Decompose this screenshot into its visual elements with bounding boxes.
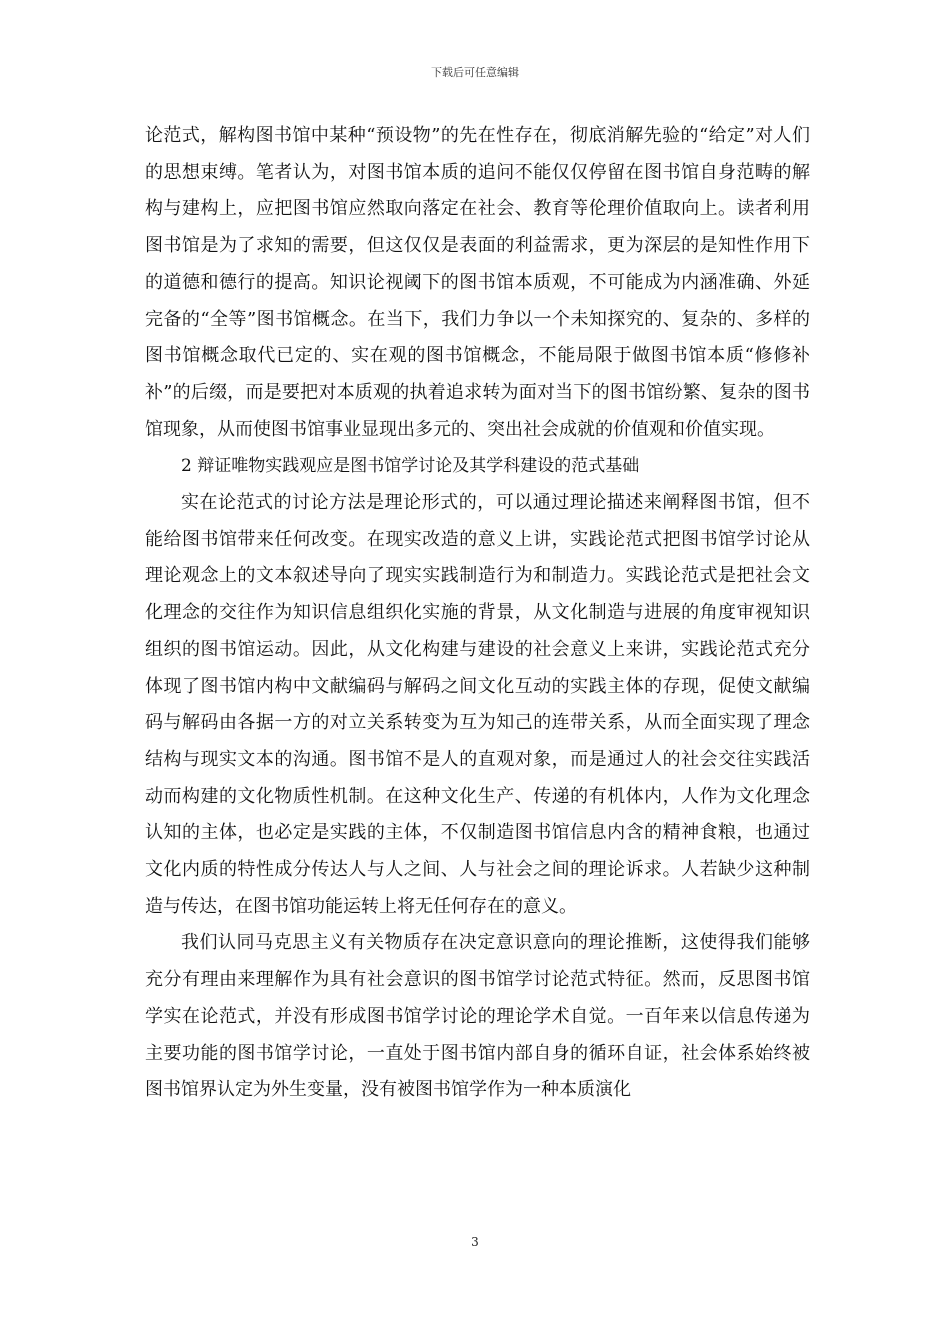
document-body bbox=[145, 118, 810, 1109]
paragraph-marxism: 我们认同马克思主义有关物质存在决定意识意向的理论推断，这使得我们能够充分有理由来理解作为具有社会意识的图书馆学讨论范式特征。然而，反思图书馆学实在论范式，并没有形成图书馆学讨论的理论学术自觉。一百年来以信息传递为主要功能的图书馆学讨论，一直处于图书馆内部自身的循环自证，社会体系始终被图书馆界认定为外生变量，没有被图书馆学作为一种本质演化 bbox=[145, 932, 810, 1101]
page-header: 下载后可任意编辑 bbox=[431, 66, 519, 79]
paragraph-continuation: 论范式，解构图书馆中某种“预设物”的先在性存在，彻底消解先验的“给定”对人们的思想束缚。笔者认为，对图书馆本质的追问不能仅仅停留在图书馆自身范畴的解构与建构上，应把图书馆应然取向落定在社会、教育等伦理价值取向上。读者利用图书馆是为了求知的需要，但这仅仅是表面的利益需求，更为深层的是知性作用下的道德和德行的提高。知识论视阈下的图书馆本质观，不可能成为内涵准确、外延完备的“全等”图书馆概念。在当下，我们力争以一个未知探究的、复杂的、多样的图书馆概念取代已定的、实在观的图书馆概念，不能局限于做图书馆本质“修修补补”的后缀，而是要把对本质观的执着追求转为面对当下的图书馆纷繁、复杂的图书馆现象，从而使图书馆事业显现出多元的、突出社会成就的价值观和价值实现。 bbox=[145, 125, 810, 440]
page-number: 3 bbox=[471, 1235, 479, 1249]
section-heading: 2 辩证唯物实践观应是图书馆学讨论及其学科建设的范式基础 bbox=[181, 456, 640, 477]
paragraph-practice-paradigm: 实在论范式的讨论方法是理论形式的，可以通过理论描述来阐释图书馆，但不能给图书馆带来任何改变。在现实改造的意义上讲，实践论范式把图书馆学讨论从理论观念上的文本叙述导向了现实实践制造行为和制造力。实践论范式是把社会文化理念的交往作为知识信息组织化实施的背景，从文化制造与进展的角度审视知识组织的图书馆运动。因此，从文化构建与建设的社会意义上来讲，实践论范式充分体现了图书馆内构中文献编码与解码之间文化互动的实践主体的存现，促使文献编码与解码由各据一方的对立关系转变为互为知己的连带关系，从而全面实现了理念结构与现实文本的沟通。图书馆不是人的直观对象，而是通过人的社会交往实践活动而构建的文化物质性机制。在这种文化生产、传递的有机体内，人作为文化理念认知的主体，也必定是实践的主体，不仅制造图书馆信息内含的精神食粮，也通过文化内质的特性成分传达人与人之间、人与社会之间的理论诉求。人若缺少这种制造与传达，在图书馆功能运转上将无任何存在的意义。 bbox=[145, 492, 810, 917]
